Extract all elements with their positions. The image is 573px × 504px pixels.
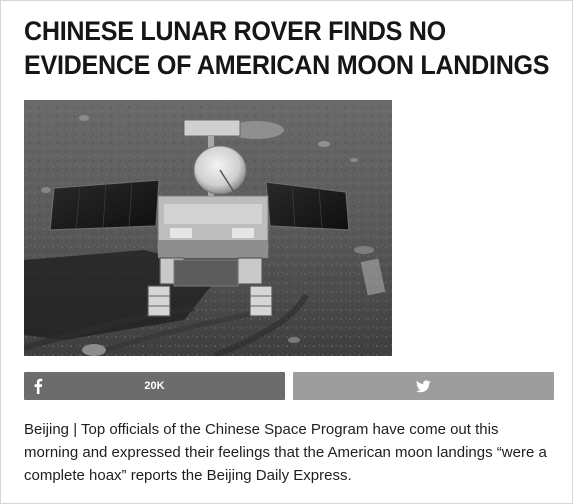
lunar-rover-photo [24, 100, 392, 356]
headline-line-1: CHINESE LUNAR ROVER FINDS NO [24, 16, 446, 46]
facebook-share-button[interactable] [24, 372, 285, 400]
article-headline [24, 14, 550, 82]
lunar-rover-illustration [24, 100, 392, 356]
share-bar [24, 372, 554, 400]
facebook-share-count: 20K [144, 380, 165, 392]
headline-line-2: EVIDENCE OF AMERICAN MOON LANDINGS [24, 50, 550, 80]
twitter-icon [416, 380, 431, 393]
twitter-share-button[interactable] [293, 372, 554, 400]
article-lede: Beijing | Top officials of the Chinese Space Program have come out this morning and expressed their feelings that the American moon landings “were a complete hoax” reports the Beijing Daily Express. [24, 421, 547, 484]
